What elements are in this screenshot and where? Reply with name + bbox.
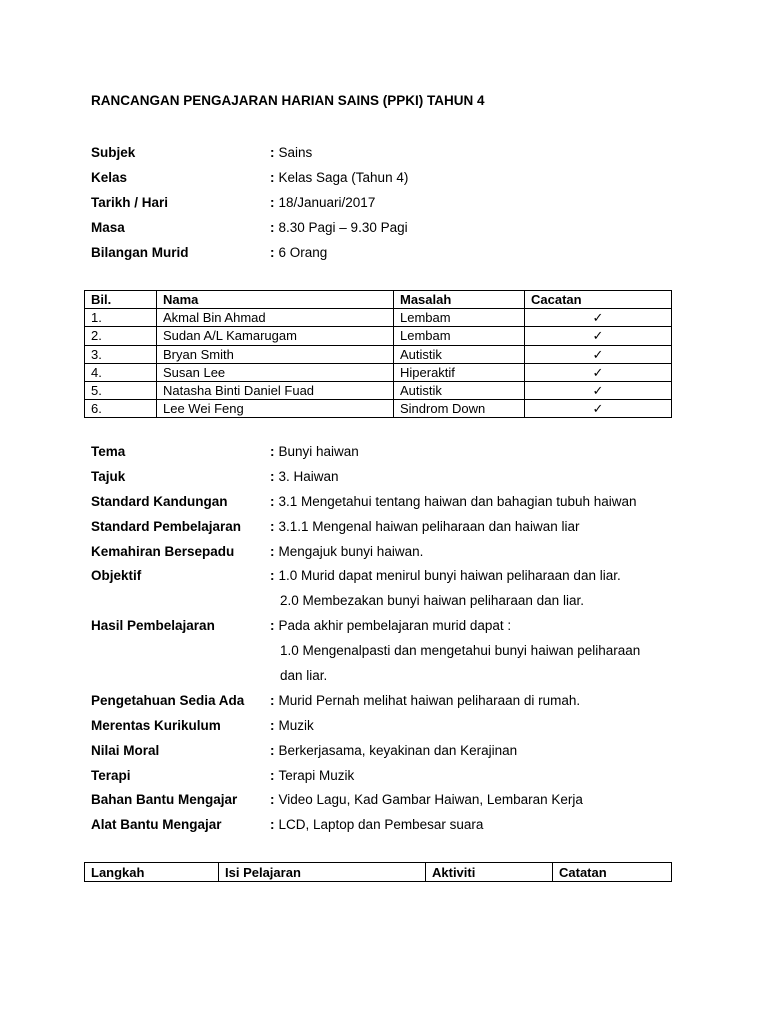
lesson-label: Kemahiran Bersepadu [91,543,235,559]
check-icon: ✓ [525,400,672,418]
colon: : [270,792,275,808]
lesson-label: Hasil Pembelajaran [91,618,215,634]
info-label: Kelas [91,169,128,185]
cell-masalah: Autistik [394,345,525,363]
info-block [91,140,408,264]
lesson-value: Berkerjasama, keyakinan dan Kerajinan [278,742,518,758]
lesson-label: Terapi [91,767,131,783]
col-header-bil: Bil. [85,291,157,309]
lesson-row-objektif [91,563,640,588]
table-header-row [85,291,672,309]
colon: : [270,443,275,459]
lesson-value: 3.1 Mengetahui tentang haiwan dan bahagian tubuh haiwan [278,493,637,509]
cell-bil: 5. [85,381,157,399]
lesson-label: Bahan Bantu Mengajar [91,792,238,808]
colon: : [270,493,275,509]
lesson-row-pengetahuan [91,688,640,713]
lesson-row-hasil [91,613,640,638]
lesson-value: 2.0 Membezakan bunyi haiwan peliharaan dan liar. [280,593,584,609]
lesson-row-tajuk [91,464,640,489]
lesson-value: Pada akhir pembelajaran murid dapat : [278,618,512,634]
cell-bil: 1. [85,309,157,327]
colon: : [270,692,275,708]
lesson-value: LCD, Laptop dan Pembesar suara [278,817,484,833]
lesson-label: Standard Kandungan [91,493,228,509]
col-header-cacatan: Cacatan [525,291,672,309]
info-value: Kelas Saga (Tahun 4) [278,169,409,185]
lesson-row-standard-kandungan [91,489,640,514]
cell-nama: Akmal Bin Ahmad [157,309,394,327]
info-value: 18/Januari/2017 [278,194,376,210]
lesson-row-kemahiran [91,539,640,564]
cell-masalah: Lembam [394,327,525,345]
cell-bil: 6. [85,400,157,418]
cell-masalah: Autistik [394,381,525,399]
lesson-row-hasil-3 [91,663,640,688]
cell-nama: Natasha Binti Daniel Fuad [157,381,394,399]
lesson-label: Objektif [91,568,142,584]
colon: : [270,568,275,584]
table-row [85,363,672,381]
table-row [85,309,672,327]
lesson-row-alat [91,812,640,837]
cell-nama: Sudan A/L Kamarugam [157,327,394,345]
lesson-value: Muzik [278,717,314,733]
table-row [85,345,672,363]
lesson-row-tema [91,439,640,464]
info-row-bilangan [91,240,408,265]
colon: : [270,742,275,758]
lesson-value: 1.0 Mengenalpasti dan mengetahui bunyi haiwan peliharaan [280,643,641,659]
table-row [85,381,672,399]
info-value: Sains [278,144,313,160]
check-icon: ✓ [525,309,672,327]
info-label: Bilangan Murid [91,244,189,260]
lesson-value: dan liar. [280,667,328,683]
steps-table [84,862,672,882]
lesson-value: Mengajuk bunyi haiwan. [278,543,424,559]
cell-bil: 4. [85,363,157,381]
check-icon: ✓ [525,363,672,381]
lesson-row-objektif-2 [91,588,640,613]
lesson-value: Video Lagu, Kad Gambar Haiwan, Lembaran Kerja [278,792,583,808]
info-label: Masa [91,219,125,235]
info-label: Tarikh / Hari [91,194,169,210]
col-header-catatan: Catatan [553,863,672,882]
lesson-label: Alat Bantu Mengajar [91,817,222,833]
col-header-masalah: Masalah [394,291,525,309]
col-header-langkah: Langkah [85,863,219,882]
colon: : [270,767,275,783]
colon: : [270,219,275,235]
info-row-masa [91,215,408,240]
lesson-row-terapi [91,763,640,788]
info-row-subjek [91,140,408,165]
col-header-nama: Nama [157,291,394,309]
lesson-value: 1.0 Murid dapat menirul bunyi haiwan peliharaan dan liar. [278,568,621,584]
lesson-label: Merentas Kurikulum [91,717,221,733]
cell-masalah: Lembam [394,309,525,327]
colon: : [270,468,275,484]
colon: : [270,717,275,733]
lesson-row-hasil-2 [91,638,640,663]
cell-nama: Lee Wei Feng [157,400,394,418]
lesson-details [91,439,640,837]
check-icon: ✓ [525,327,672,345]
lesson-label: Tema [91,443,126,459]
cell-nama: Susan Lee [157,363,394,381]
lesson-label: Pengetahuan Sedia Ada [91,692,245,708]
table-row [85,400,672,418]
table-row [85,327,672,345]
check-icon: ✓ [525,381,672,399]
table-header-row [85,863,672,882]
cell-nama: Bryan Smith [157,345,394,363]
lesson-value: Terapi Muzik [278,767,355,783]
info-value: 6 Orang [278,244,328,260]
lesson-value: Murid Pernah melihat haiwan peliharaan di rumah. [278,692,581,708]
colon: : [270,194,275,210]
info-row-tarikh [91,190,408,215]
info-value: 8.30 Pagi – 9.30 Pagi [278,219,408,235]
colon: : [270,817,275,833]
colon: : [270,244,275,260]
lesson-label: Nilai Moral [91,742,160,758]
col-header-aktiviti: Aktiviti [426,863,553,882]
lesson-label: Standard Pembelajaran [91,518,242,534]
lesson-row-merentas [91,713,640,738]
lesson-label: Tajuk [91,468,126,484]
lesson-value: 3. Haiwan [278,468,339,484]
students-table [84,290,672,418]
colon: : [270,518,275,534]
lesson-value: 3.1.1 Mengenal haiwan peliharaan dan haiwan liar [278,518,580,534]
cell-masalah: Hiperaktif [394,363,525,381]
info-row-kelas [91,165,408,190]
info-label: Subjek [91,144,136,160]
colon: : [270,543,275,559]
lesson-value: Bunyi haiwan [278,443,359,459]
lesson-row-bahan [91,787,640,812]
colon: : [270,618,275,634]
colon: : [270,169,275,185]
cell-bil: 2. [85,327,157,345]
col-header-isi-pelajaran: Isi Pelajaran [219,863,426,882]
lesson-row-nilai [91,738,640,763]
lesson-row-standard-pembelajaran [91,514,640,539]
check-icon: ✓ [525,345,672,363]
cell-masalah: Sindrom Down [394,400,525,418]
cell-bil: 3. [85,345,157,363]
page-title: RANCANGAN PENGAJARAN HARIAN SAINS (PPKI) TAHUN 4 [91,93,485,108]
colon: : [270,144,275,160]
